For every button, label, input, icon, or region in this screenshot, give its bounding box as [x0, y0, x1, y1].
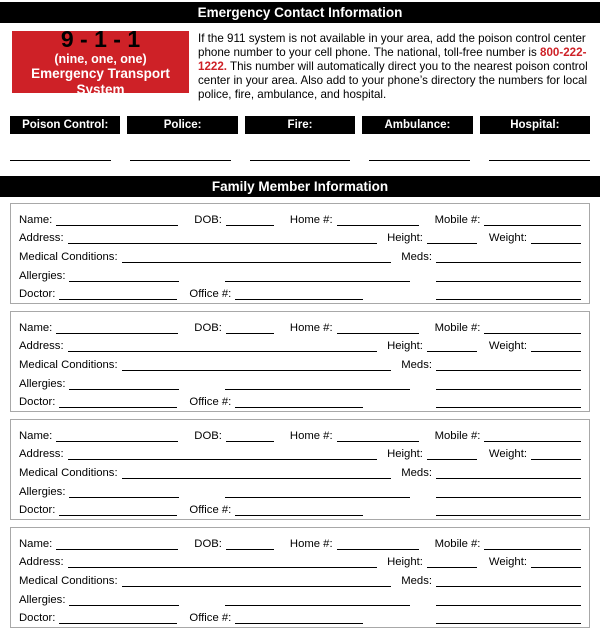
family-member-block — [10, 311, 590, 412]
meds-continued-blank-line — [436, 378, 581, 390]
weight-blank-line — [531, 556, 581, 568]
office-phone-blank-line — [235, 612, 363, 624]
address-blank-line — [68, 448, 378, 460]
office-phone-blank-line — [235, 504, 363, 516]
doctor-label: Doctor: — [19, 612, 56, 625]
meds-continued-blank-line-2 — [436, 288, 581, 300]
member-row-medical — [19, 461, 581, 479]
member-row-doctor — [19, 606, 581, 624]
meds-label: Meds: — [401, 358, 432, 371]
weight-label: Weight: — [488, 448, 527, 461]
intro-paragraph — [198, 31, 590, 102]
weight-label: Weight: — [488, 340, 527, 353]
intro-paragraph-after: This number will automatically direct you to the nearest poison control center in your area. Also add to your phone’s directory the numbers for local police, fire, ambulance, and hospital. — [198, 60, 588, 101]
height-label: Height: — [387, 556, 423, 569]
family-member-block — [10, 527, 590, 628]
allergies-label: Allergies: — [19, 269, 66, 282]
medical-conditions-blank-line — [122, 251, 392, 263]
dob-blank-line — [226, 430, 274, 442]
911-words: (nine, one, one) — [54, 51, 147, 66]
family-member-block — [10, 203, 590, 304]
weight-label: Weight: — [488, 232, 527, 245]
doctor-blank-line — [59, 288, 177, 300]
dob-blank-line — [226, 538, 274, 550]
doctor-blank-line — [59, 504, 177, 516]
member-row-address — [19, 550, 581, 568]
weight-blank-line — [531, 232, 581, 244]
member-row-medical — [19, 245, 581, 263]
height-blank-line — [427, 448, 477, 460]
meds-blank-line — [436, 575, 581, 587]
medical-conditions-label: Medical Conditions: — [19, 466, 118, 479]
name-label: Name: — [19, 537, 53, 550]
hospital-label: Hospital: — [480, 116, 590, 134]
mobile-phone-blank-line — [484, 322, 581, 334]
height-label: Height: — [387, 232, 423, 245]
dob-label: DOB: — [194, 213, 222, 226]
allergies-label: Allergies: — [19, 593, 66, 606]
address-blank-line — [68, 232, 378, 244]
allergies-continued-blank-line — [225, 378, 410, 390]
family-member-header: Family Member Information — [0, 176, 600, 197]
police-blank-line — [130, 160, 231, 161]
allergies-blank-line — [69, 378, 179, 390]
meds-continued-blank-line-2 — [436, 396, 581, 408]
meds-blank-line — [436, 467, 581, 479]
police-label: Police: — [127, 116, 237, 134]
member-row-name — [19, 532, 581, 550]
member-row-address — [19, 442, 581, 460]
height-blank-line — [427, 232, 477, 244]
fire-blank-line — [250, 160, 351, 161]
home-phone-blank-line — [337, 538, 419, 550]
member-row-address — [19, 226, 581, 244]
mobile-phone-blank-line — [484, 538, 581, 550]
allergies-continued-blank-line — [225, 270, 410, 282]
doctor-blank-line — [59, 612, 177, 624]
poison-control-label: Poison Control: — [10, 116, 120, 134]
home-phone-label: Home #: — [289, 213, 333, 226]
mobile-phone-label: Mobile #: — [434, 321, 481, 334]
allergies-label: Allergies: — [19, 485, 66, 498]
911-number: 9 - 1 - 1 — [60, 25, 141, 52]
allergies-blank-line — [69, 270, 179, 282]
mobile-phone-label: Mobile #: — [434, 213, 481, 226]
weight-blank-line — [531, 340, 581, 352]
home-phone-blank-line — [337, 214, 419, 226]
911-label: Emergency Transport System — [31, 65, 170, 97]
member-row-name — [19, 424, 581, 442]
meds-label: Meds: — [401, 466, 432, 479]
meds-blank-line — [436, 251, 581, 263]
name-blank-line — [56, 322, 178, 334]
doctor-label: Doctor: — [19, 288, 56, 301]
911-badge — [12, 25, 189, 97]
meds-blank-line — [436, 359, 581, 371]
member-row-address — [19, 334, 581, 352]
ambulance-blank-line — [369, 160, 470, 161]
allergies-continued-blank-line — [225, 594, 410, 606]
weight-label: Weight: — [488, 556, 527, 569]
intro-paragraph-before: If the 911 system is not available in your area, add the poison control center phone number to your cell phone. The national, toll-free number is — [198, 32, 586, 59]
address-blank-line — [68, 340, 378, 352]
dob-label: DOB: — [194, 537, 222, 550]
medical-conditions-label: Medical Conditions: — [19, 574, 118, 587]
member-row-allergies — [19, 372, 581, 390]
allergies-blank-line — [69, 486, 179, 498]
member-row-name — [19, 316, 581, 334]
intro-section — [12, 25, 590, 102]
dob-blank-line — [226, 322, 274, 334]
meds-continued-blank-line-2 — [436, 612, 581, 624]
meds-continued-blank-line-2 — [436, 504, 581, 516]
height-blank-line — [427, 340, 477, 352]
mobile-phone-blank-line — [484, 214, 581, 226]
allergies-blank-line — [69, 594, 179, 606]
ambulance-label: Ambulance: — [362, 116, 472, 134]
meds-continued-blank-line — [436, 270, 581, 282]
member-row-doctor — [19, 498, 581, 516]
name-blank-line — [56, 430, 178, 442]
meds-continued-blank-line — [436, 594, 581, 606]
home-phone-blank-line — [337, 430, 419, 442]
allergies-continued-blank-line — [225, 486, 410, 498]
member-row-medical — [19, 569, 581, 587]
emergency-contacts-blank-lines — [10, 160, 590, 161]
home-phone-label: Home #: — [289, 537, 333, 550]
height-label: Height: — [387, 340, 423, 353]
home-phone-label: Home #: — [289, 429, 333, 442]
allergies-label: Allergies: — [19, 377, 66, 390]
emergency-contact-header: Emergency Contact Information — [0, 2, 600, 23]
dob-label: DOB: — [194, 321, 222, 334]
home-phone-blank-line — [337, 322, 419, 334]
address-label: Address: — [19, 556, 64, 569]
address-label: Address: — [19, 448, 64, 461]
address-label: Address: — [19, 340, 64, 353]
medical-conditions-blank-line — [122, 359, 392, 371]
member-row-allergies — [19, 480, 581, 498]
address-label: Address: — [19, 232, 64, 245]
member-row-doctor — [19, 390, 581, 408]
office-phone-label: Office #: — [189, 504, 232, 517]
dob-label: DOB: — [194, 429, 222, 442]
fire-label: Fire: — [245, 116, 355, 134]
member-row-medical — [19, 353, 581, 371]
member-row-allergies — [19, 588, 581, 606]
mobile-phone-label: Mobile #: — [434, 537, 481, 550]
name-label: Name: — [19, 213, 53, 226]
poison-control-blank-line — [10, 160, 111, 161]
hospital-blank-line — [489, 160, 590, 161]
office-phone-label: Office #: — [189, 612, 232, 625]
doctor-blank-line — [59, 396, 177, 408]
dob-blank-line — [226, 214, 274, 226]
member-row-name — [19, 208, 581, 226]
name-label: Name: — [19, 321, 53, 334]
meds-label: Meds: — [401, 574, 432, 587]
mobile-phone-label: Mobile #: — [434, 429, 481, 442]
height-blank-line — [427, 556, 477, 568]
height-label: Height: — [387, 448, 423, 461]
address-blank-line — [68, 556, 378, 568]
family-member-block — [10, 419, 590, 520]
name-label: Name: — [19, 429, 53, 442]
name-blank-line — [56, 538, 178, 550]
doctor-label: Doctor: — [19, 396, 56, 409]
emergency-contacts-labels — [10, 116, 590, 134]
medical-conditions-blank-line — [122, 467, 392, 479]
member-row-doctor — [19, 282, 581, 300]
office-phone-blank-line — [235, 396, 363, 408]
mobile-phone-blank-line — [484, 430, 581, 442]
poison-control-phone-number: 800-222-1222. — [198, 46, 587, 73]
weight-blank-line — [531, 448, 581, 460]
member-row-allergies — [19, 264, 581, 282]
office-phone-label: Office #: — [189, 396, 232, 409]
family-members — [10, 203, 590, 628]
home-phone-label: Home #: — [289, 321, 333, 334]
meds-label: Meds: — [401, 250, 432, 263]
office-phone-blank-line — [235, 288, 363, 300]
office-phone-label: Office #: — [189, 288, 232, 301]
medical-conditions-label: Medical Conditions: — [19, 250, 118, 263]
doctor-label: Doctor: — [19, 504, 56, 517]
medical-conditions-label: Medical Conditions: — [19, 358, 118, 371]
name-blank-line — [56, 214, 178, 226]
medical-conditions-blank-line — [122, 575, 392, 587]
meds-continued-blank-line — [436, 486, 581, 498]
